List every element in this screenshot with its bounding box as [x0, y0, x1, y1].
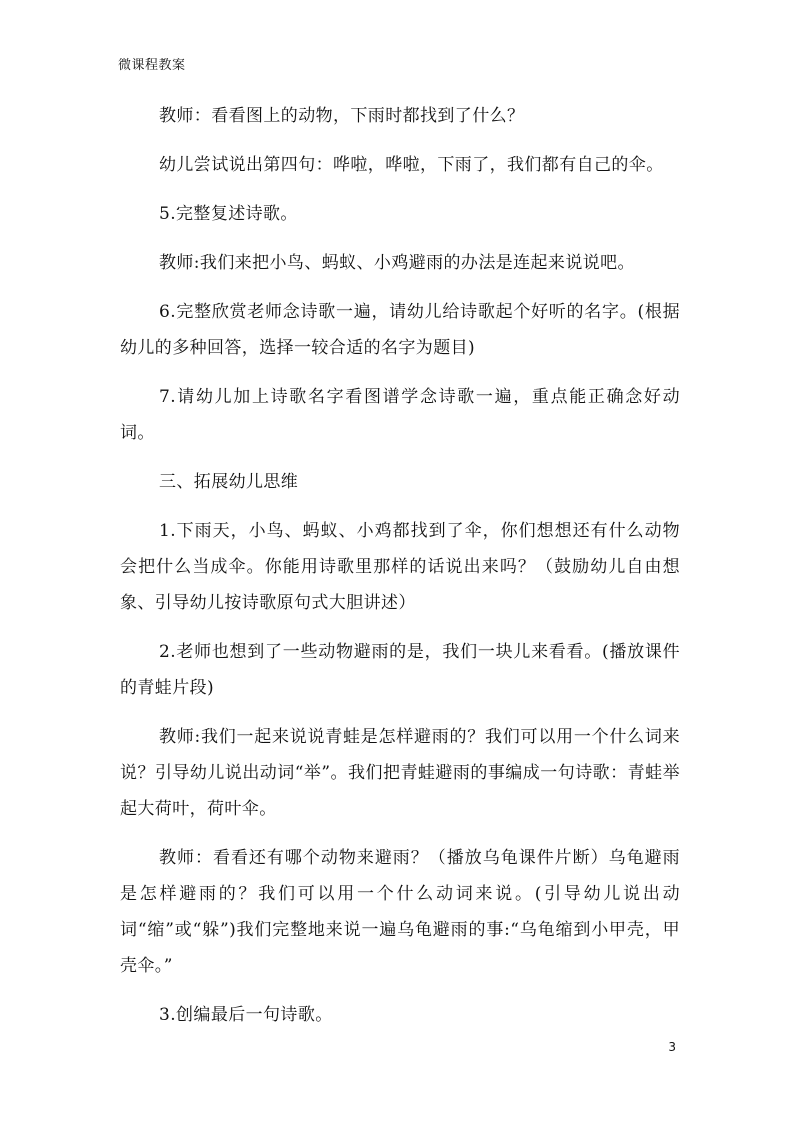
page-header-title: 微课程教案: [118, 58, 186, 73]
paragraph-2: 幼儿尝试说出第四句：哗啦，哗啦，下雨了，我们都有自己的伞。: [159, 155, 664, 175]
paragraph-12: 3.创编最后一句诗歌。: [159, 1005, 333, 1025]
paragraph-3: 5.完整复述诗歌。: [159, 204, 298, 224]
paragraph-9: 2.老师也想到了一些动物避雨的是，我们一块儿来看看。(播放课件的青蛙片段): [120, 642, 680, 698]
paragraph-1: 教师：看看图上的动物，下雨时都找到了什么？: [159, 106, 525, 126]
paragraph-10: 教师:我们一起来说说青蛙是怎样避雨的？我们可以用一个什么词来说？引导幼儿说出动词“举”。我们把青蛙避雨的事编成一句诗歌：青蛙举起大荷叶，荷叶伞。: [120, 727, 680, 819]
section-heading: 三、拓展幼儿思维: [159, 472, 299, 492]
paragraph-4: 教师:我们来把小鸟、蚂蚁、小鸡避雨的办法是连起来说说吧。: [159, 253, 635, 273]
paragraph-5: 6.完整欣赏老师念诗歌一遍，请幼儿给诗歌起个好听的名字。(根据幼儿的多种回答，选择一较合适的名字为题目): [120, 302, 680, 358]
document-body: [120, 98, 680, 1041]
paragraph-11: 教师：看看还有哪个动物来避雨？（播放乌龟课件片断）乌龟避雨是怎样避雨的？我们可以用一个什么动词来说。(引导幼儿说出动词“缩”或“躲”)我们完整地来说一遍乌龟避雨的事:“乌龟缩到小甲壳，甲壳伞。”: [120, 848, 680, 976]
paragraph-8: 1.下雨天，小鸟、蚂蚁、小鸡都找到了伞，你们想想还有什么动物会把什么当成伞。你能用诗歌里那样的话说出来吗？（鼓励幼儿自由想象、引导幼儿按诗歌原句式大胆讲述）: [120, 521, 680, 613]
paragraph-6: 7.请幼儿加上诗歌名字看图谱学念诗歌一遍，重点能正确念好动词。: [120, 387, 680, 443]
page-number: 3: [668, 1040, 676, 1054]
